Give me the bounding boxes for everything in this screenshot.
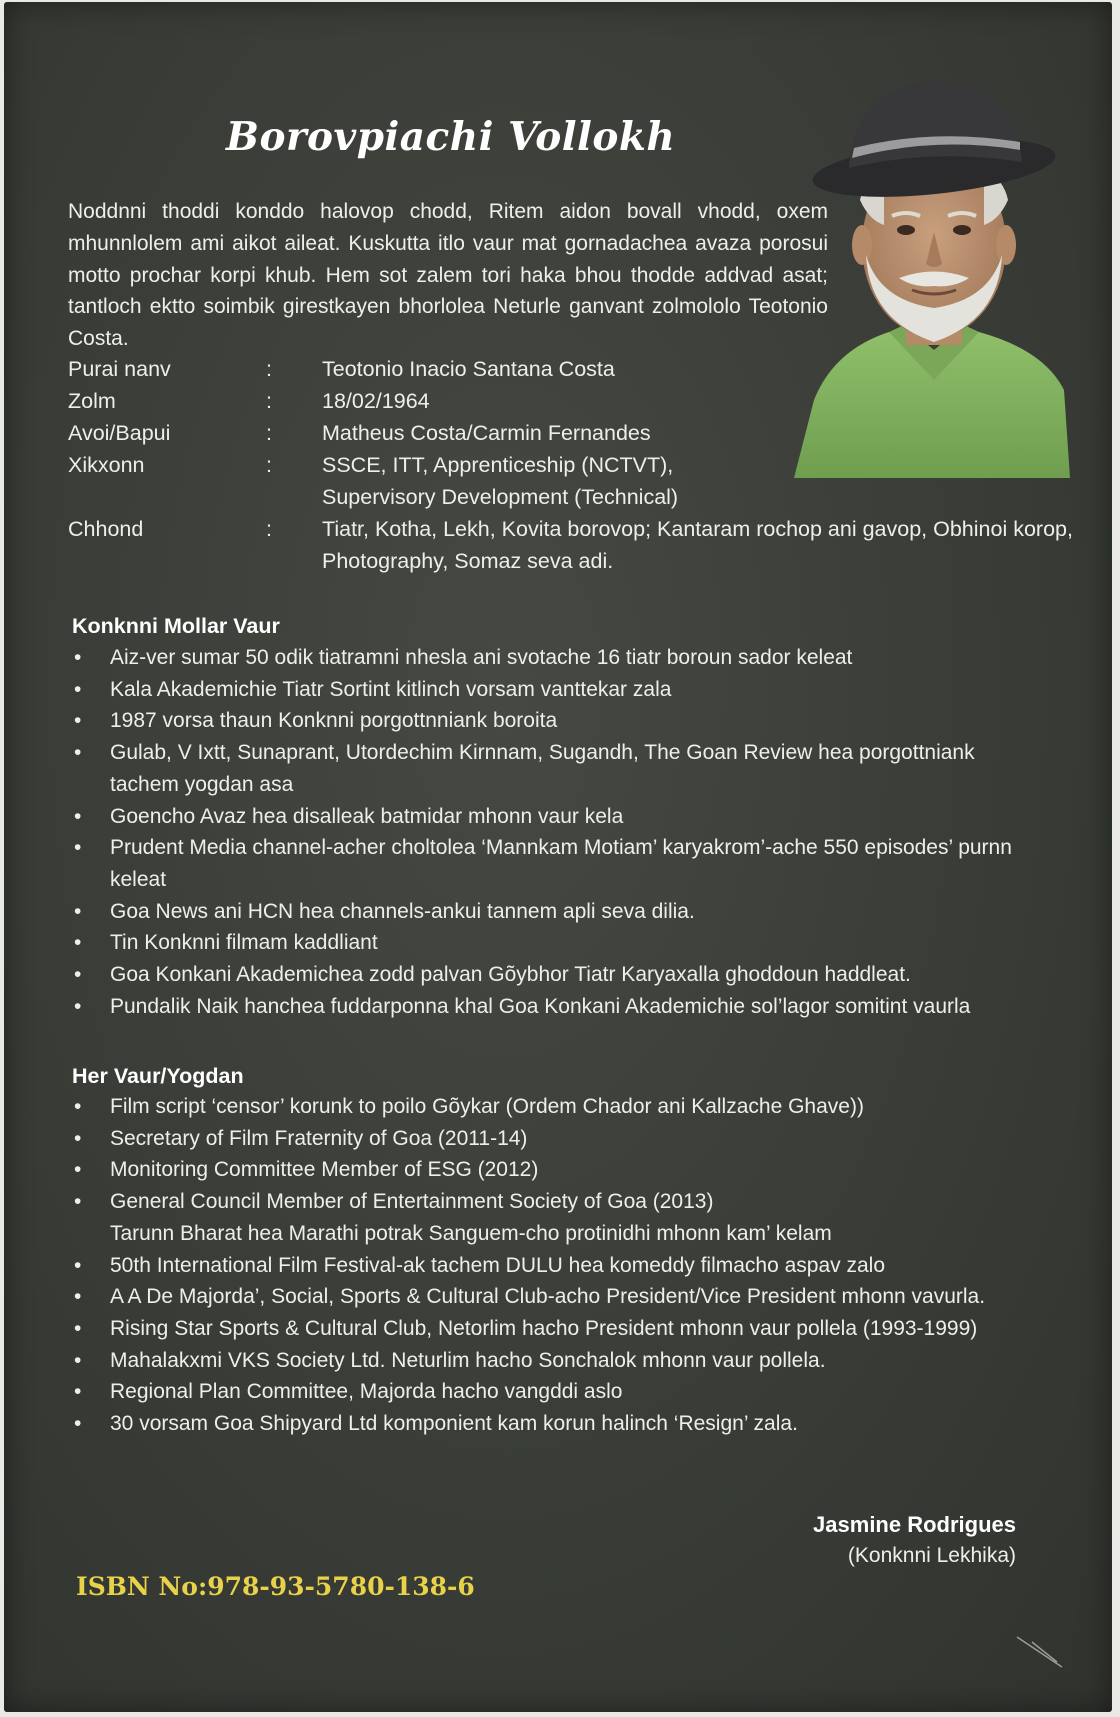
isbn-number: ISBN No:978-93-5780-138-6 xyxy=(76,1572,475,1601)
list-item: • A A De Majorda’, Social, Sports & Cultural Club-acho President/Vice President mhonn vavurla. xyxy=(72,1281,1018,1313)
back-cover xyxy=(4,2,1112,1712)
bullet: • xyxy=(74,963,82,987)
bullet: • xyxy=(74,931,82,955)
bullet: • xyxy=(74,646,82,669)
list-item: • 1987 vorsa thaun Konknni porgottnniank boroita xyxy=(72,705,1018,737)
bullet: • xyxy=(74,899,82,923)
list-item: • Mahalakxmi VKS Society Ltd. Neturlim hacho Sonchalok mhonn vaur pollela. xyxy=(72,1345,1018,1377)
detail-value: SSCE, ITT, Apprenticeship (NCTVT), xyxy=(322,453,674,477)
bullet: • xyxy=(74,1190,82,1214)
detail-value: Tiatr, Kotha, Lekh, Kovita borovop; Kantaram rochop ani gavop, Obhinoi korop, Photography, Somaz seva adi. xyxy=(322,517,1073,573)
bullet: • xyxy=(74,1380,82,1404)
contribution-list xyxy=(72,642,1018,1022)
detail-colon: : xyxy=(266,389,272,413)
list-item: • Goa Konkani Akademichea zodd palvan Gõybhor Tiatr Karyaxalla ghoddoun haddleat. xyxy=(72,959,1018,991)
other-work-list xyxy=(72,1091,1018,1440)
bullet: • xyxy=(74,1412,82,1436)
bullet: • xyxy=(74,1316,82,1340)
detail-colon: : xyxy=(266,453,272,477)
detail-value: Supervisory Development (Technical) xyxy=(322,485,679,509)
bullet: • xyxy=(74,1253,82,1277)
bullet: • xyxy=(74,804,82,828)
detail-colon: : xyxy=(266,517,272,541)
signature-name: Jasmine Rodrigues xyxy=(813,1512,1016,1537)
intro-paragraph: Noddnni thoddi konddo halovop chodd, Ritem aidon bovall vhodd, oxem mhunnlolem ami aikot aileat. Kuskutta itlo vaur mat gornadachea avaza porosui motto prochar korpi khub. Hem sot zalem tori haka bhou thodde addvad asat; tantloch ektto soimbik girestkayen bhorlolea Neturle ganvant zolmololo Teotonio Costa. xyxy=(68,200,828,351)
list-item: • Rising Star Sports & Cultural Club, Netorlim hacho President mhonn vaur pollela (1993-1999) xyxy=(72,1313,1018,1345)
detail-colon: : xyxy=(266,357,272,381)
detail-label: Avoi/Bapui xyxy=(68,421,171,445)
list-item: • General Council Member of Entertainment Society of Goa (2013) Tarunn Bharat hea Marathi potrak Sanguem-cho protinidhi mhonn kam’ kelam xyxy=(72,1186,1018,1249)
list-item: • Goa News ani HCN hea channels-ankui tannem apli seva dilia. xyxy=(72,896,1018,928)
list-item: • Secretary of Film Fraternity of Goa (2011-14) xyxy=(72,1123,1018,1155)
section-heading: Konknni Mollar Vaur xyxy=(72,614,280,638)
list-item: • Monitoring Committee Member of ESG (2012) xyxy=(72,1154,1018,1186)
detail-label: Purai nanv xyxy=(68,357,171,381)
bullet: • xyxy=(74,741,82,765)
list-item: • Gulab, V Ixtt, Sunaprant, Utordechim Kirnnam, Sugandh, The Goan Review hea porgottniank tachem yogdan asa xyxy=(72,737,1018,800)
bullet: • xyxy=(74,1126,82,1150)
bullet: • xyxy=(74,1285,82,1309)
section-heading: Her Vaur/Yogdan xyxy=(72,1064,244,1088)
bullet: • xyxy=(74,1158,82,1182)
list-item: • Pundalik Naik hanchea fuddarponna khal Goa Konkani Akademichie sol’lagor somitint vaurla xyxy=(72,991,1018,1023)
list-item: • Goencho Avaz hea disalleak batmidar mhonn vaur kela xyxy=(72,801,1018,833)
list-item: • Aiz-ver sumar 50 odik tiatramni nhesla ani svotache 16 tiatr boroun sador keleat xyxy=(72,642,1018,674)
bullet: • xyxy=(74,994,82,1018)
list-item: • 50th International Film Festival-ak tachem DULU hea komeddy filmacho aspav zalo xyxy=(72,1250,1018,1282)
bullet: • xyxy=(74,1095,82,1118)
detail-label: Zolm xyxy=(68,389,116,413)
bullet: • xyxy=(74,709,82,733)
list-item: • Prudent Media channel-acher choltolea ‘Mannkam Motiam’ karyakrom’-ache 550 episodes’ purnn keleat xyxy=(72,832,1018,895)
bullet: • xyxy=(74,1348,82,1372)
detail-value: 18/02/1964 xyxy=(322,389,430,413)
scratch-mark xyxy=(1012,1632,1072,1672)
list-item: • Regional Plan Committee, Majorda hacho vangddi aslo xyxy=(72,1376,1018,1408)
list-item: • Tin Konknni filmam kaddliant xyxy=(72,927,1018,959)
detail-label: Xikxonn xyxy=(68,453,145,477)
bullet: • xyxy=(74,836,82,860)
list-item: • Film script ‘censor’ korunk to poilo Gõykar (Ordem Chador ani Kallzache Ghave)) xyxy=(72,1091,1018,1123)
signature-block xyxy=(813,1509,1016,1571)
bullet: • xyxy=(74,677,82,701)
page-title: Borovpiachi Vollokh xyxy=(226,114,676,160)
detail-label: Chhond xyxy=(68,517,144,541)
detail-value: Teotonio Inacio Santana Costa xyxy=(322,357,615,381)
signature-role: (Konknni Lekhika) xyxy=(847,1544,1016,1567)
detail-colon: : xyxy=(266,421,272,445)
list-item: • Kala Akademichie Tiatr Sortint kitlinch vorsam vanttekar zala xyxy=(72,674,1018,706)
detail-value: Matheus Costa/Carmin Fernandes xyxy=(322,421,651,445)
list-item: • 30 vorsam Goa Shipyard Ltd komponient kam korun halinch ‘Resign’ zala. xyxy=(72,1408,1018,1440)
